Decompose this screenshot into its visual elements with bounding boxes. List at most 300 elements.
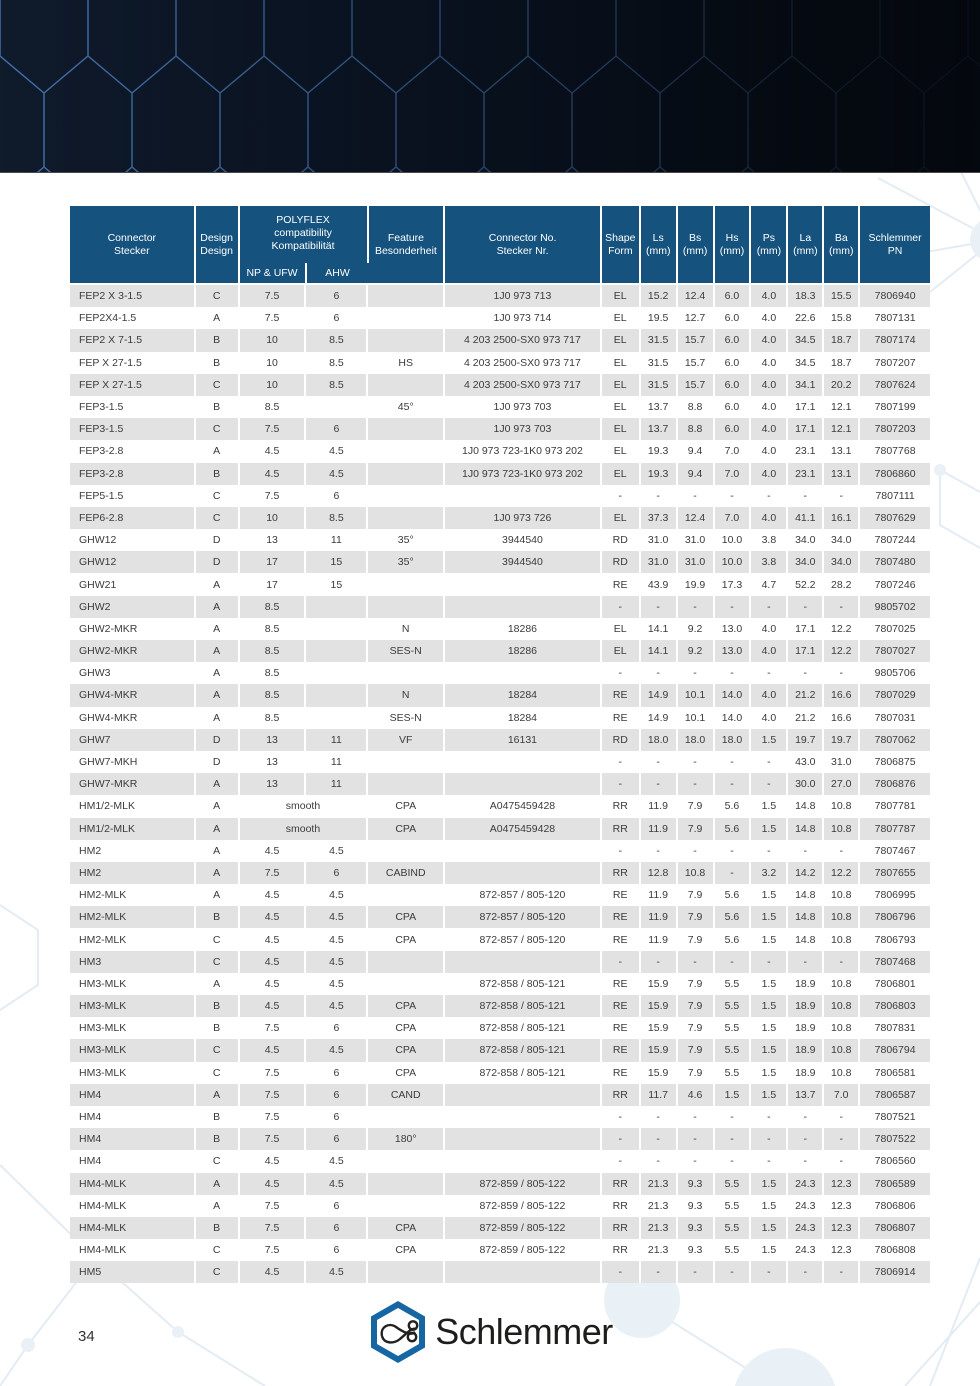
cell-design: B (196, 1128, 240, 1150)
cell-design: D (196, 529, 240, 551)
cell-ahw: 4.5 (306, 1150, 368, 1172)
table-row (70, 751, 930, 773)
cell-connector-name: HM3 (70, 951, 196, 973)
cell-ps: 1.5 (751, 1084, 788, 1106)
cell-la: 17.1 (788, 418, 824, 440)
cell-connector-name: GHW2 (70, 596, 196, 618)
cell-connector-name: FEP3-1.5 (70, 396, 196, 418)
cell-connector-no (445, 1150, 602, 1172)
cell-bs: 9.4 (678, 463, 715, 485)
cell-bs: 7.9 (678, 928, 715, 950)
cell-ahw: 4.5 (306, 1261, 368, 1283)
col-header-schlemmer-pn (860, 206, 930, 283)
table-row (70, 795, 930, 817)
cell-bs: 31.0 (678, 529, 715, 551)
cell-feature: CPA (368, 1217, 445, 1239)
cell-ahw (306, 596, 368, 618)
cell-hs: 6.0 (715, 352, 752, 374)
cell-ahw: 6 (306, 1217, 368, 1239)
cell-schlemmer-pn: 7806796 (860, 906, 930, 928)
cell-np-ufw: 7.5 (240, 862, 307, 884)
cell-connector-no: 18286 (445, 618, 602, 640)
cell-ps: - (751, 485, 788, 507)
cell-ba: 10.8 (824, 973, 860, 995)
cell-ahw: 11 (306, 751, 368, 773)
cell-shape: RR (602, 862, 641, 884)
table-row (70, 1128, 930, 1150)
cell-schlemmer-pn: 7806801 (860, 973, 930, 995)
cell-bs: - (678, 751, 715, 773)
table-row (70, 1217, 930, 1239)
cell-la: 34.0 (788, 529, 824, 551)
cell-feature (368, 485, 445, 507)
cell-ls: 31.0 (641, 529, 678, 551)
cell-np-ufw: 10 (240, 352, 307, 374)
cell-connector-name: FEP X 27-1.5 (70, 352, 196, 374)
cell-ls: 15.9 (641, 1039, 678, 1061)
cell-ba: - (824, 1261, 860, 1283)
cell-la: 18.9 (788, 1017, 824, 1039)
cell-ba: 13.1 (824, 463, 860, 485)
cell-ba: 10.8 (824, 1062, 860, 1084)
cell-np-ufw: 4.5 (240, 463, 307, 485)
cell-ls: 21.3 (641, 1217, 678, 1239)
cell-schlemmer-pn: 7807025 (860, 618, 930, 640)
table-row (70, 884, 930, 906)
cell-ps: 1.5 (751, 1062, 788, 1084)
table-row (70, 485, 930, 507)
cell-hs: 1.5 (715, 1084, 752, 1106)
header-unit: (mm) (645, 244, 671, 257)
cell-ls: - (641, 485, 678, 507)
cell-connector-name: FEP3-1.5 (70, 418, 196, 440)
cell-np-ufw: 4.5 (240, 1173, 307, 1195)
cell-connector-no: 872-859 / 805-122 (445, 1173, 602, 1195)
cell-shape: RR (602, 1195, 641, 1217)
cell-ahw: 4.5 (306, 884, 368, 906)
cell-np-ufw: 8.5 (240, 707, 307, 729)
cell-connector-no: 1J0 973 713 (445, 285, 602, 307)
cell-ba: 10.8 (824, 995, 860, 1017)
cell-hs: - (715, 1106, 752, 1128)
table-row (70, 729, 930, 751)
cell-schlemmer-pn: 7806803 (860, 995, 930, 1017)
cell-design: B (196, 995, 240, 1017)
cell-shape: RR (602, 1084, 641, 1106)
cell-shape: RR (602, 1239, 641, 1261)
header-label: Schlemmer (868, 231, 922, 244)
table-row (70, 662, 930, 684)
cell-connector-no: 872-858 / 805-121 (445, 1062, 602, 1084)
cell-design: A (196, 840, 240, 862)
cell-hs: 5.5 (715, 1173, 752, 1195)
header-label: La (799, 231, 812, 244)
header-unit: (mm) (756, 244, 782, 257)
page-number: 34 (78, 1328, 95, 1345)
cell-ba: 18.7 (824, 352, 860, 374)
cell-bs: 7.9 (678, 795, 715, 817)
cell-connector-name: GHW21 (70, 573, 196, 595)
cell-ps: - (751, 751, 788, 773)
cell-bs: 31.0 (678, 551, 715, 573)
cell-np-ufw: 13 (240, 729, 307, 751)
cell-hs: 5.5 (715, 1195, 752, 1217)
cell-schlemmer-pn: 7806589 (860, 1173, 930, 1195)
header-label: Connector (107, 231, 157, 244)
cell-ps: 1.5 (751, 995, 788, 1017)
cell-connector-no (445, 1084, 602, 1106)
cell-ps: 1.5 (751, 906, 788, 928)
cell-ls: 11.9 (641, 795, 678, 817)
cell-la: 19.7 (788, 729, 824, 751)
cell-ps: 4.0 (751, 618, 788, 640)
cell-feature: SES-N (368, 640, 445, 662)
cell-schlemmer-pn: 7807246 (860, 573, 930, 595)
cell-np-ufw: 13 (240, 773, 307, 795)
cell-la: 14.8 (788, 884, 824, 906)
cell-ls: 13.7 (641, 418, 678, 440)
cell-bs: 18.0 (678, 729, 715, 751)
table-row (70, 818, 930, 840)
header-label: Ls (652, 231, 664, 244)
cell-ls: 11.9 (641, 928, 678, 950)
cell-schlemmer-pn: 7806876 (860, 773, 930, 795)
cell-feature (368, 418, 445, 440)
cell-shape: - (602, 773, 641, 795)
col-header-hs (715, 206, 752, 283)
table-header (70, 206, 930, 283)
cell-np-ufw: 4.5 (240, 884, 307, 906)
cell-feature (368, 973, 445, 995)
cell-connector-no: 872-858 / 805-121 (445, 1017, 602, 1039)
cell-connector-no: 16131 (445, 729, 602, 751)
cell-ba: 7.0 (824, 1084, 860, 1106)
cell-la: - (788, 1106, 824, 1128)
cell-shape: RD (602, 729, 641, 751)
cell-shape: RE (602, 573, 641, 595)
cell-ps: 1.5 (751, 928, 788, 950)
cell-schlemmer-pn: 7807624 (860, 374, 930, 396)
cell-shape: EL (602, 618, 641, 640)
cell-design: A (196, 773, 240, 795)
cell-shape: RE (602, 1039, 641, 1061)
table-row (70, 928, 930, 950)
cell-ahw: 6 (306, 1017, 368, 1039)
cell-ps: 4.0 (751, 463, 788, 485)
cell-la: 14.8 (788, 795, 824, 817)
table-row (70, 596, 930, 618)
cell-connector-no: 1J0 973 703 (445, 396, 602, 418)
cell-hs: 5.6 (715, 795, 752, 817)
cell-shape: RE (602, 884, 641, 906)
cell-np-ufw: 7.5 (240, 1195, 307, 1217)
cell-connector-no: 1J0 973 726 (445, 507, 602, 529)
cell-schlemmer-pn: 7807031 (860, 707, 930, 729)
cell-np-ufw: 4.5 (240, 973, 307, 995)
schlemmer-logo-icon (367, 1300, 429, 1364)
table-row (70, 1084, 930, 1106)
table-row (70, 374, 930, 396)
cell-bs: 7.9 (678, 973, 715, 995)
cell-bs: - (678, 596, 715, 618)
table-row (70, 329, 930, 351)
cell-ahw: 4.5 (306, 928, 368, 950)
cell-np-ufw: 7.5 (240, 1084, 307, 1106)
cell-shape: EL (602, 640, 641, 662)
cell-hs: 5.6 (715, 884, 752, 906)
cell-bs: 10.1 (678, 707, 715, 729)
cell-bs: - (678, 1106, 715, 1128)
cell-la: 41.1 (788, 507, 824, 529)
cell-ahw: 6 (306, 418, 368, 440)
cell-hs: 5.6 (715, 818, 752, 840)
cell-hs: - (715, 773, 752, 795)
cell-la: - (788, 662, 824, 684)
cell-bs: - (678, 773, 715, 795)
cell-shape: RR (602, 1173, 641, 1195)
cell-feature (368, 1195, 445, 1217)
cell-ahw (306, 396, 368, 418)
cell-ps: 4.0 (751, 507, 788, 529)
cell-la: 17.1 (788, 618, 824, 640)
cell-bs: - (678, 662, 715, 684)
cell-ls: 11.9 (641, 818, 678, 840)
cell-ls: 13.7 (641, 396, 678, 418)
cell-connector-no: 872-859 / 805-122 (445, 1239, 602, 1261)
cell-connector-no (445, 485, 602, 507)
cell-connector-name: FEP3-2.8 (70, 463, 196, 485)
cell-feature (368, 1261, 445, 1283)
cell-ahw: 4.5 (306, 840, 368, 862)
cell-design: A (196, 573, 240, 595)
cell-ba: 10.8 (824, 1017, 860, 1039)
cell-ba: 12.2 (824, 862, 860, 884)
cell-ps: 1.5 (751, 884, 788, 906)
cell-connector-name: HM4-MLK (70, 1195, 196, 1217)
cell-connector-name: HM5 (70, 1261, 196, 1283)
cell-schlemmer-pn: 7806995 (860, 884, 930, 906)
cell-ps: - (751, 840, 788, 862)
cell-schlemmer-pn: 7807062 (860, 729, 930, 751)
header-label: POLYFLEX (276, 214, 330, 226)
cell-ps: - (751, 1106, 788, 1128)
cell-np-ufw: 10 (240, 374, 307, 396)
cell-feature: CAND (368, 1084, 445, 1106)
header-label: Ba (834, 231, 848, 244)
table-row (70, 1173, 930, 1195)
cell-schlemmer-pn: 7806860 (860, 463, 930, 485)
hexagon-banner (0, 0, 980, 173)
cell-bs: 8.8 (678, 418, 715, 440)
cell-ba: 10.8 (824, 884, 860, 906)
cell-schlemmer-pn: 7807522 (860, 1128, 930, 1150)
cell-np-ufw: 8.5 (240, 684, 307, 706)
cell-la: 34.0 (788, 551, 824, 573)
cell-shape: EL (602, 418, 641, 440)
cell-shape: EL (602, 307, 641, 329)
cell-schlemmer-pn: 7807203 (860, 418, 930, 440)
col-header-bs (678, 206, 715, 283)
cell-ls: 21.3 (641, 1173, 678, 1195)
cell-feature: 180° (368, 1128, 445, 1150)
cell-hs: 18.0 (715, 729, 752, 751)
cell-np-ufw: 4.5 (240, 995, 307, 1017)
cell-hs: 7.0 (715, 463, 752, 485)
cell-bs: 12.4 (678, 285, 715, 307)
cell-connector-name: FEP3-2.8 (70, 440, 196, 462)
cell-connector-no: 872-857 / 805-120 (445, 928, 602, 950)
cell-np-ufw: 7.5 (240, 1017, 307, 1039)
cell-ps: 3.2 (751, 862, 788, 884)
cell-schlemmer-pn: 7807027 (860, 640, 930, 662)
cell-ls: 11.9 (641, 884, 678, 906)
col-header-connector-no (445, 206, 602, 283)
cell-ba: 12.2 (824, 618, 860, 640)
cell-bs: - (678, 1150, 715, 1172)
cell-design: A (196, 618, 240, 640)
cell-ls: 15.9 (641, 973, 678, 995)
cell-design: B (196, 1217, 240, 1239)
cell-connector-no (445, 751, 602, 773)
cell-bs: 7.9 (678, 1062, 715, 1084)
table-row (70, 285, 930, 307)
cell-hs: - (715, 951, 752, 973)
table-row (70, 707, 930, 729)
cell-np-ufw: 4.5 (240, 1150, 307, 1172)
header-unit: (mm) (719, 244, 745, 257)
cell-hs: 6.0 (715, 396, 752, 418)
cell-connector-name: FEP6-2.8 (70, 507, 196, 529)
cell-ba: 27.0 (824, 773, 860, 795)
cell-ahw: 8.5 (306, 374, 368, 396)
cell-shape: RD (602, 551, 641, 573)
table-row (70, 1150, 930, 1172)
cell-shape: EL (602, 285, 641, 307)
cell-shape: RE (602, 1017, 641, 1039)
cell-ps: 4.0 (751, 640, 788, 662)
cell-schlemmer-pn: 7807655 (860, 862, 930, 884)
cell-ps: 1.5 (751, 973, 788, 995)
cell-design: C (196, 507, 240, 529)
cell-feature (368, 884, 445, 906)
cell-schlemmer-pn: 7807768 (860, 440, 930, 462)
cell-np-ufw: 4.5 (240, 951, 307, 973)
header-label: Kompatibilität (271, 240, 335, 252)
cell-bs: 9.2 (678, 640, 715, 662)
cell-bs: 7.9 (678, 1039, 715, 1061)
cell-connector-no: 1J0 973 723-1K0 973 202 (445, 463, 602, 485)
cell-design: A (196, 1173, 240, 1195)
cell-connector-name: HM3-MLK (70, 1062, 196, 1084)
cell-ps: 1.5 (751, 729, 788, 751)
cell-connector-no (445, 1106, 602, 1128)
cell-ahw: 4.5 (306, 995, 368, 1017)
cell-feature: HS (368, 352, 445, 374)
table-row (70, 1106, 930, 1128)
cell-shape: - (602, 1261, 641, 1283)
cell-schlemmer-pn: 7807787 (860, 818, 930, 840)
cell-feature: CPA (368, 1017, 445, 1039)
cell-hs: 14.0 (715, 684, 752, 706)
cell-shape: - (602, 662, 641, 684)
cell-hs: 7.0 (715, 440, 752, 462)
cell-schlemmer-pn: 7807244 (860, 529, 930, 551)
cell-ls: 37.3 (641, 507, 678, 529)
cell-feature (368, 751, 445, 773)
cell-ahw: 4.5 (306, 906, 368, 928)
cell-la: 21.2 (788, 684, 824, 706)
cell-ba: 15.5 (824, 285, 860, 307)
table-row (70, 773, 930, 795)
cell-connector-no: A0475459428 (445, 795, 602, 817)
cell-schlemmer-pn: 7806914 (860, 1261, 930, 1283)
col-header-ahw: AHW (307, 263, 369, 283)
cell-la: 14.8 (788, 906, 824, 928)
cell-ba: - (824, 596, 860, 618)
cell-la: 52.2 (788, 573, 824, 595)
cell-hs: - (715, 596, 752, 618)
cell-np-ufw: 8.5 (240, 662, 307, 684)
cell-ahw (306, 684, 368, 706)
cell-connector-name: HM2-MLK (70, 884, 196, 906)
cell-la: 23.1 (788, 440, 824, 462)
table-row (70, 951, 930, 973)
cell-feature: CPA (368, 1062, 445, 1084)
cell-hs: 10.0 (715, 529, 752, 551)
cell-schlemmer-pn: 7807131 (860, 307, 930, 329)
cell-ahw: 15 (306, 551, 368, 573)
cell-ba: 16.1 (824, 507, 860, 529)
cell-design: C (196, 1261, 240, 1283)
table-row (70, 418, 930, 440)
cell-design: A (196, 973, 240, 995)
cell-shape: EL (602, 352, 641, 374)
cell-ls: 15.9 (641, 995, 678, 1017)
cell-hs: 5.5 (715, 973, 752, 995)
cell-ba: 12.1 (824, 418, 860, 440)
cell-la: 22.6 (788, 307, 824, 329)
table-row (70, 1062, 930, 1084)
cell-np-ufw: 7.5 (240, 307, 307, 329)
cell-ba: 18.7 (824, 329, 860, 351)
cell-connector-name: HM2 (70, 840, 196, 862)
cell-connector-name: GHW12 (70, 551, 196, 573)
cell-feature: 45° (368, 396, 445, 418)
cell-feature (368, 840, 445, 862)
cell-hs: 5.5 (715, 1239, 752, 1261)
cell-ps: 4.0 (751, 418, 788, 440)
cell-design: A (196, 707, 240, 729)
cell-ls: - (641, 1261, 678, 1283)
cell-la: - (788, 1261, 824, 1283)
cell-ahw: 4.5 (306, 463, 368, 485)
cell-hs: 14.0 (715, 707, 752, 729)
cell-ba: 15.8 (824, 307, 860, 329)
cell-ps: 1.5 (751, 1039, 788, 1061)
cell-hs: - (715, 1128, 752, 1150)
cell-feature: CPA (368, 1239, 445, 1261)
cell-bs: 15.7 (678, 374, 715, 396)
cell-design: C (196, 1062, 240, 1084)
cell-feature (368, 662, 445, 684)
cell-bs: - (678, 1261, 715, 1283)
cell-la: - (788, 1128, 824, 1150)
cell-ahw: 6 (306, 485, 368, 507)
table-row (70, 463, 930, 485)
cell-bs: 4.6 (678, 1084, 715, 1106)
cell-connector-name: HM2-MLK (70, 928, 196, 950)
cell-design: A (196, 440, 240, 462)
